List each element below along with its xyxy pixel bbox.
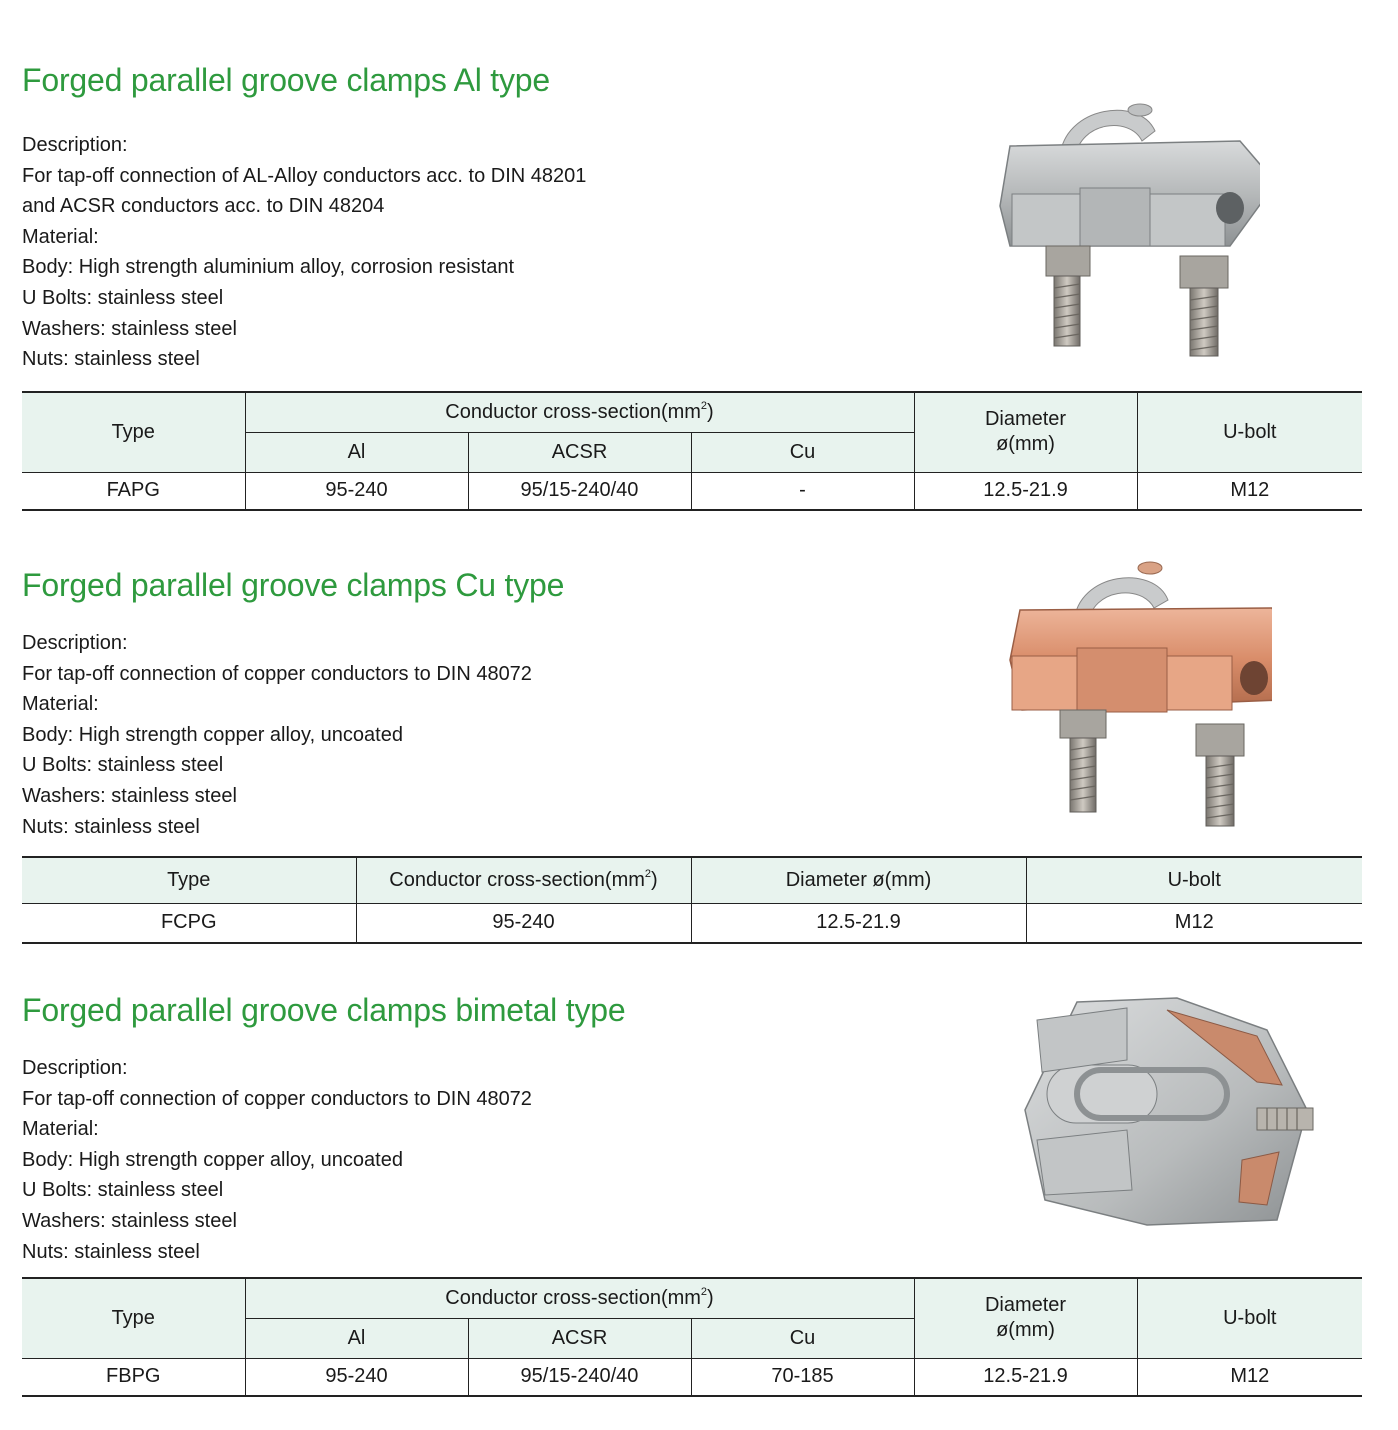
cell-acsr: 95/15-240/40 [468, 1358, 691, 1396]
cell-acsr: 95/15-240/40 [468, 472, 691, 510]
header-diameter [914, 1278, 1137, 1358]
header-cu: Cu [691, 1318, 914, 1358]
header-cu: Cu [691, 432, 914, 472]
description [22, 130, 586, 375]
header-conductor-end: ) [651, 868, 658, 891]
description-line: U Bolts: stainless steel [22, 1179, 224, 1202]
description-line: U Bolts: stainless steel [22, 286, 224, 309]
header-acsr: ACSR [468, 432, 691, 472]
header-type: Type [22, 1278, 245, 1358]
header-ubolt: U-bolt [1026, 857, 1362, 903]
header-diameter-line2: ø(mm) [996, 1319, 1055, 1342]
section-title: Forged parallel groove clamps Cu type [22, 567, 565, 603]
cell-diameter: 12.5-21.9 [914, 1358, 1137, 1396]
description-line: Material: [22, 693, 99, 716]
header-conductor-end: ) [707, 1286, 714, 1309]
description-line: and ACSR conductors acc. to DIN 48204 [22, 195, 385, 218]
header-conductor [356, 857, 691, 903]
description-line: Material: [22, 1118, 99, 1141]
header-diameter-line1: Diameter [984, 408, 1067, 431]
description-line: Nuts: stainless steel [22, 815, 200, 838]
header-diameter [914, 392, 1137, 472]
description-line: For tap-off connection of copper conductors to DIN 48072 [22, 1087, 532, 1110]
cell-al: 95-240 [245, 1358, 468, 1396]
description-line: Body: High strength aluminium alloy, corrosion resistant [22, 256, 515, 279]
description-line: Description: [22, 632, 128, 654]
cell-cu: - [691, 472, 914, 510]
description [22, 628, 532, 842]
aluminium-clamp-photo [970, 96, 1260, 366]
description [22, 1053, 532, 1267]
description-line: Description: [22, 1057, 128, 1079]
bimetal-clamp-photo [1017, 990, 1327, 1235]
description-line: Washers: stainless steel [22, 317, 237, 340]
cell-diameter: 12.5-21.9 [914, 472, 1137, 510]
description-line: U Bolts: stainless steel [22, 754, 224, 777]
header-diameter: Diameter ø(mm) [691, 857, 1026, 903]
table-row [22, 1358, 1362, 1396]
header-ubolt: U-bolt [1137, 1278, 1362, 1358]
cell-ubolt: M12 [1137, 472, 1362, 510]
header-ubolt: U-bolt [1137, 392, 1362, 472]
cell-ubolt: M12 [1137, 1358, 1362, 1396]
cell-type: FBPG [22, 1358, 245, 1396]
description-line: Washers: stainless steel [22, 1209, 237, 1232]
header-type: Type [22, 857, 356, 903]
header-conductor-sup: 2 [644, 867, 652, 880]
section-title: Forged parallel groove clamps bimetal type [22, 992, 626, 1028]
description-line: For tap-off connection of copper conductors to DIN 48072 [22, 662, 532, 685]
header-conductor-sup: 2 [700, 399, 708, 412]
cell-cu: 70-185 [691, 1358, 914, 1396]
header-conductor-text: Conductor cross-section(mm [445, 400, 701, 423]
spec-table [22, 1277, 1362, 1397]
header-al: Al [245, 432, 468, 472]
header-conductor [245, 1278, 914, 1318]
cell-type: FCPG [22, 903, 356, 943]
description-line: Body: High strength copper alloy, uncoated [22, 1148, 403, 1171]
section-title: Forged parallel groove clamps Al type [22, 62, 550, 98]
header-diameter-line1: Diameter [984, 1294, 1067, 1317]
header-conductor-text: Conductor cross-section(mm [445, 1286, 701, 1309]
cell-diameter: 12.5-21.9 [691, 903, 1026, 943]
header-conductor [245, 392, 914, 432]
spec-table [22, 856, 1362, 944]
header-acsr: ACSR [468, 1318, 691, 1358]
table-row [22, 472, 1362, 510]
header-conductor-sup: 2 [700, 1285, 708, 1298]
header-type: Type [22, 392, 245, 472]
cell-type: FAPG [22, 472, 245, 510]
description-line: Description: [22, 134, 128, 156]
description-line: Nuts: stainless steel [22, 348, 200, 371]
description-line: Body: High strength copper alloy, uncoated [22, 723, 403, 746]
description-line: Washers: stainless steel [22, 784, 237, 807]
cell-conductor: 95-240 [356, 903, 691, 943]
header-diameter-line2: ø(mm) [996, 433, 1055, 456]
cell-ubolt: M12 [1026, 903, 1362, 943]
cell-al: 95-240 [245, 472, 468, 510]
spec-table [22, 391, 1362, 511]
header-al: Al [245, 1318, 468, 1358]
copper-clamp-photo [982, 560, 1272, 835]
header-conductor-text: Conductor cross-section(mm [389, 868, 645, 891]
description-line: Nuts: stainless steel [22, 1240, 200, 1263]
description-line: Material: [22, 225, 99, 248]
header-conductor-end: ) [707, 400, 714, 423]
description-line: For tap-off connection of AL-Alloy conductors acc. to DIN 48201 [22, 164, 587, 187]
table-row [22, 903, 1362, 943]
